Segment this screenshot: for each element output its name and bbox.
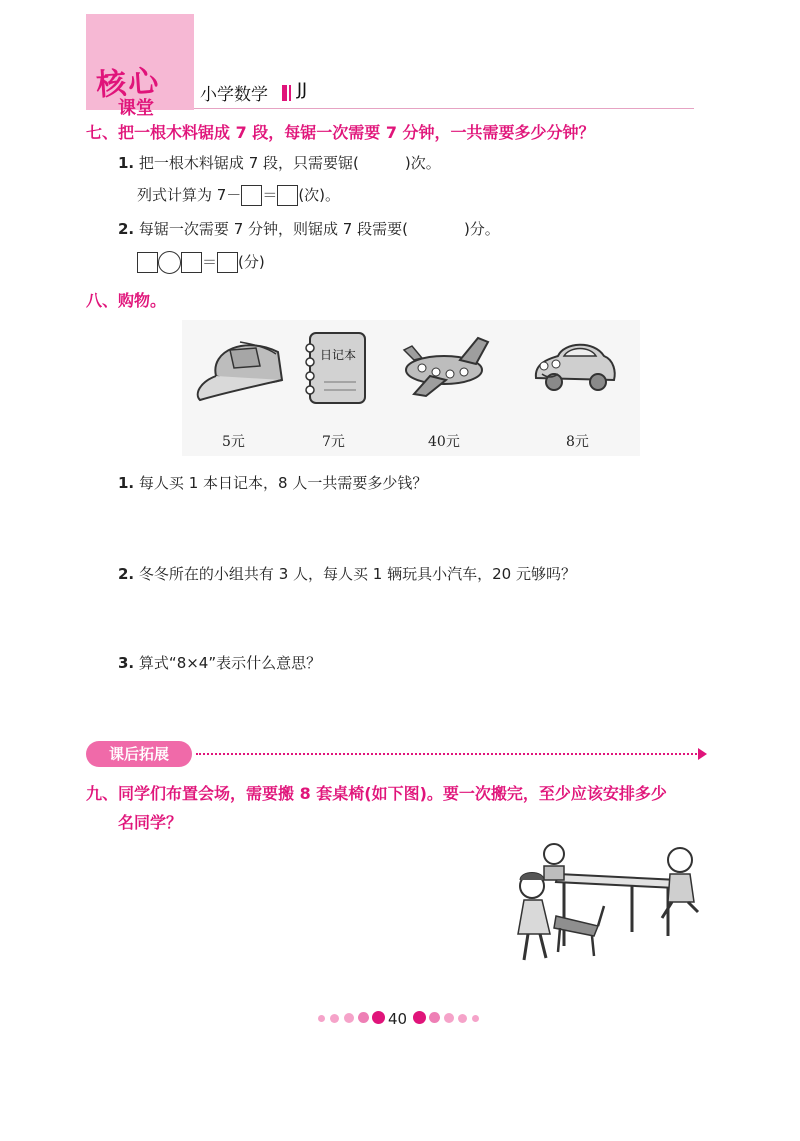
price-notebook: 7元 — [322, 434, 345, 450]
q7-sub1-text-a: 把一根木料锯成 7 段，只需要锯( — [138, 154, 359, 172]
q7-sub2-text-b: )分。 — [463, 220, 500, 238]
equals-sign: ＝ — [202, 253, 218, 271]
kids-carrying-desk-icon — [508, 836, 704, 970]
equals-sign: ＝ — [262, 186, 278, 204]
page-number: 40 — [388, 1010, 408, 1028]
toy-plane-icon — [400, 332, 496, 402]
answer-box[interactable] — [181, 252, 202, 273]
q8-sub3 — [118, 652, 321, 673]
answer-box[interactable] — [137, 252, 158, 273]
price-cap: 5元 — [222, 434, 245, 450]
q7-sub1-text-b: )次。 — [404, 154, 441, 172]
header-divider — [282, 85, 287, 101]
q7-sub1 — [118, 152, 441, 173]
arrow-right-icon — [698, 748, 707, 760]
logo-sub-text: 课堂 — [118, 98, 154, 119]
header-rule — [194, 108, 694, 109]
q8-sub1 — [118, 472, 427, 493]
edition-code: JJ — [297, 80, 308, 100]
q8-sub1-text: 每人买 1 本日记本，8 人一共需要多少钱？ — [138, 474, 428, 492]
q8-sub1-number: 1. — [118, 474, 135, 492]
price-toy-plane: 40元 — [428, 434, 460, 450]
q7-calc-text: 列式计算为 7－ — [137, 186, 242, 204]
answer-box[interactable] — [241, 185, 262, 206]
q8-sub3-answer-area[interactable] — [118, 678, 698, 734]
notebook-icon — [300, 330, 370, 406]
subject-title: 小学数学 — [200, 85, 268, 105]
q7-sub2-calc — [137, 251, 265, 274]
q8-sub2-text: 冬冬所在的小组共有 3 人，每人买 1 辆玩具小汽车，20 元够吗？ — [138, 565, 576, 583]
section-tag: 课后拓展 — [86, 741, 192, 767]
q8-sub2 — [118, 563, 576, 584]
logo-main-text: 核心 — [95, 63, 162, 104]
q8-sub3-number: 3. — [118, 654, 135, 672]
q9-title-line1: 九、同学们布置会场，需要搬 8 套桌椅(如下图)。要一次搬完，至少应该安排多少 — [86, 784, 667, 803]
price-toy-car: 8元 — [566, 434, 589, 450]
cap-icon — [190, 330, 286, 410]
q8-title: 八、购物。 — [86, 291, 167, 310]
q7-sub2-number: 2. — [118, 220, 135, 238]
q8-sub3-text: 算式“8×4”表示什么意思？ — [138, 654, 322, 672]
q7-sub1-calc — [137, 184, 340, 206]
q9-title-line2: 名同学？ — [118, 813, 183, 832]
section-dotted-line — [196, 753, 700, 755]
q8-sub2-answer-area[interactable] — [118, 590, 698, 650]
toy-car-icon — [528, 336, 620, 398]
operator-circle[interactable] — [158, 251, 181, 274]
q7-sub2 — [118, 218, 500, 239]
answer-box[interactable] — [277, 185, 298, 206]
notebook-label: 日记本 — [320, 348, 357, 362]
q8-sub1-answer-area[interactable] — [118, 498, 698, 558]
q7-title: 七、把一根木料锯成 7 段，每锯一次需要 7 分钟，一共需要多少分钟？ — [86, 123, 595, 142]
unit-text: (分) — [238, 253, 265, 271]
unit-text: (次)。 — [298, 186, 341, 204]
q8-sub2-number: 2. — [118, 565, 135, 583]
q7-sub2-text-a: 每锯一次需要 7 分钟，则锯成 7 段需要( — [138, 220, 408, 238]
q7-sub1-number: 1. — [118, 154, 135, 172]
header-divider-thin — [289, 85, 291, 101]
answer-box[interactable] — [217, 252, 238, 273]
